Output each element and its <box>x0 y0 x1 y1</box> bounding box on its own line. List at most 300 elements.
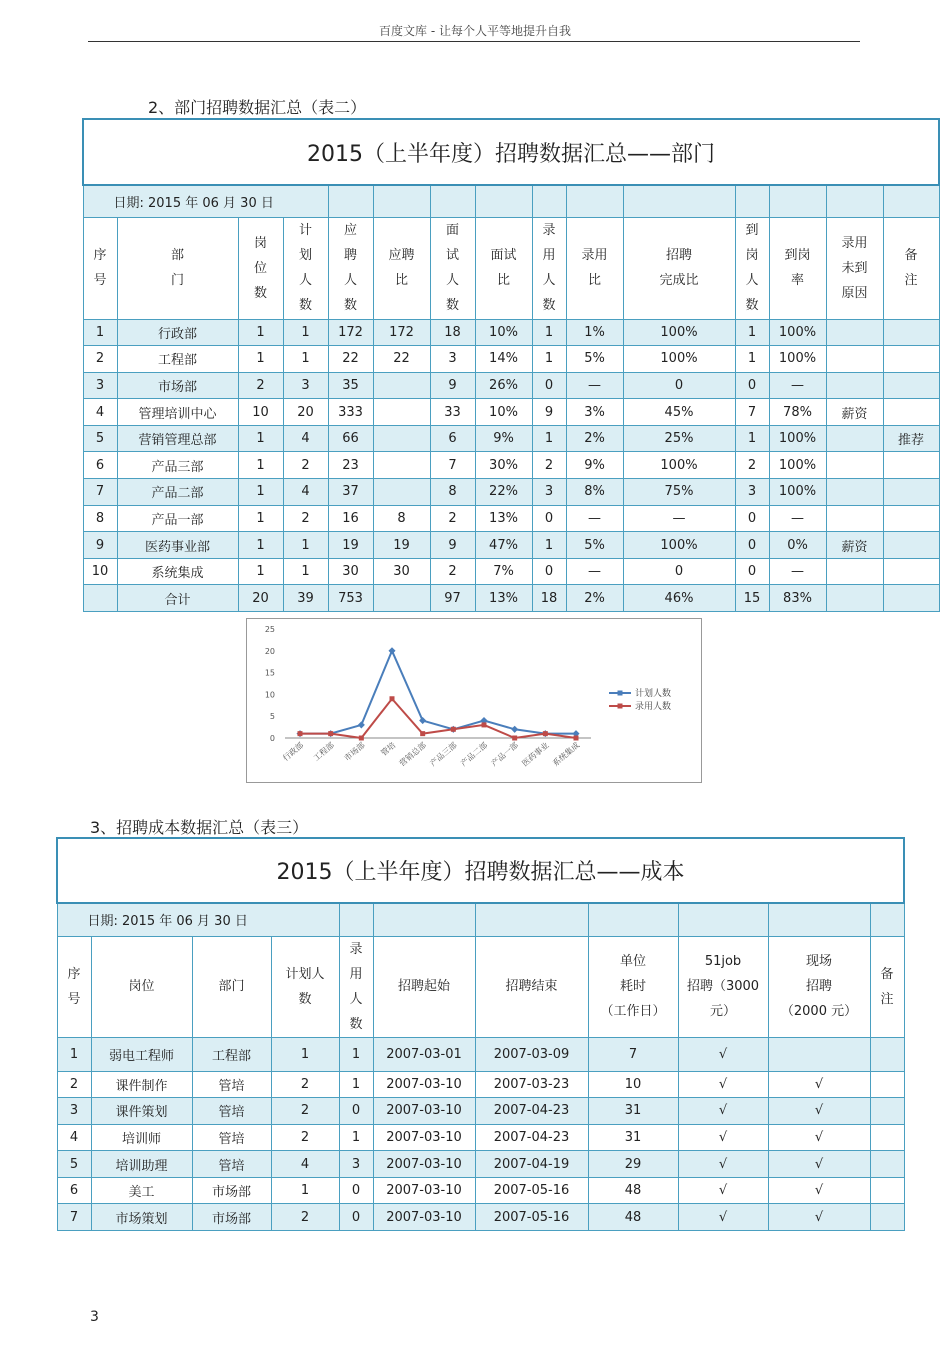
table-cell: 172 <box>328 319 373 346</box>
col-hired: 录 用 人 数 <box>339 936 373 1037</box>
table-cell: 0 <box>735 558 769 585</box>
data-point <box>482 722 487 727</box>
data-point <box>358 721 365 728</box>
data-point <box>512 736 517 741</box>
table3-date: 日期: 2015 年 06 月 30 日 <box>57 903 339 936</box>
table-cell: 营销管理总部 <box>117 425 238 452</box>
col-51job: 51job 招聘（3000 元） <box>678 936 768 1037</box>
table-cell: 3 <box>532 479 566 506</box>
table-cell: — <box>623 505 735 532</box>
table-cell: 100% <box>623 452 735 479</box>
table-cell: 2 <box>238 372 283 399</box>
table-cell <box>373 479 430 506</box>
table-row <box>83 532 939 559</box>
table-cell: √ <box>678 1071 768 1098</box>
table-cell: 1 <box>532 346 566 373</box>
table-cell <box>373 452 430 479</box>
y-tick-label: 20 <box>264 646 275 656</box>
table-cell: 市场部 <box>117 372 238 399</box>
table-cell: 8% <box>566 479 623 506</box>
table-cell: 7 <box>430 452 475 479</box>
data-point <box>298 731 303 736</box>
table-cell <box>883 372 939 399</box>
table-cell: 2% <box>566 585 623 612</box>
table-cell: 行政部 <box>117 319 238 346</box>
y-tick-label: 15 <box>264 668 275 678</box>
table-cell: 22% <box>475 479 532 506</box>
dept-recruitment-table <box>82 118 940 612</box>
col-start: 招聘起始 <box>373 936 475 1037</box>
table-cell: 26% <box>475 372 532 399</box>
table-cell: 100% <box>623 532 735 559</box>
table-cell <box>883 346 939 373</box>
table-cell: 2007-03-10 <box>373 1151 475 1178</box>
col-hired: 录 用 人 数 <box>532 217 566 319</box>
table-cell: 100% <box>769 425 826 452</box>
section2-heading: 2、部门招聘数据汇总（表二） <box>148 98 367 117</box>
x-tick-label: 产品三部 <box>428 740 459 769</box>
table-cell <box>870 1177 904 1204</box>
table-cell: 23 <box>328 452 373 479</box>
table-cell: 1 <box>238 425 283 452</box>
table-row <box>83 479 939 506</box>
table-cell: 0 <box>623 558 735 585</box>
table-cell: 2007-03-10 <box>373 1098 475 1125</box>
col-plan: 计 划 人 数 <box>283 217 328 319</box>
table-cell: 2007-03-10 <box>373 1204 475 1231</box>
table-cell: 1 <box>532 319 566 346</box>
table-row <box>57 1151 904 1178</box>
table-cell: 2 <box>430 558 475 585</box>
x-tick-label: 行政部 <box>281 740 306 763</box>
table-cell <box>826 425 883 452</box>
col-completion: 招聘 完成比 <box>623 217 735 319</box>
table-cell: 9% <box>475 425 532 452</box>
table-cell: 39 <box>283 585 328 612</box>
table-cell: 78% <box>769 399 826 426</box>
table3-title: 2015（上半年度）招聘数据汇总——成本 <box>57 838 904 903</box>
table-cell: 合计 <box>117 585 238 612</box>
table-cell: — <box>769 505 826 532</box>
table-cell: 753 <box>328 585 373 612</box>
table-cell <box>373 399 430 426</box>
table-cell <box>883 532 939 559</box>
table-row <box>57 1204 904 1231</box>
table-cell: 48 <box>588 1204 678 1231</box>
table-cell: 19 <box>328 532 373 559</box>
table-cell <box>83 585 117 612</box>
table-cell: 100% <box>623 319 735 346</box>
table-cell: 2 <box>271 1204 339 1231</box>
table-cell: 3 <box>339 1151 373 1178</box>
table-cell: 18 <box>430 319 475 346</box>
y-tick-label: 10 <box>264 690 275 700</box>
series-line <box>300 651 576 734</box>
table-cell: 100% <box>769 452 826 479</box>
total-row <box>83 585 939 612</box>
legend-label: 计划人数 <box>635 689 672 699</box>
table-cell: 2 <box>271 1098 339 1125</box>
col-arrived: 到 岗 人 数 <box>735 217 769 319</box>
table-cell: √ <box>678 1124 768 1151</box>
table-row <box>57 1177 904 1204</box>
table-cell: 1 <box>735 346 769 373</box>
table-cell: 15 <box>735 585 769 612</box>
table-cell: 美工 <box>91 1177 192 1204</box>
table-cell: 20 <box>283 399 328 426</box>
chart-svg <box>247 619 701 782</box>
table-cell: 2007-05-16 <box>475 1204 588 1231</box>
table-cell: 0 <box>532 505 566 532</box>
table2-date: 日期: 2015 年 06 月 30 日 <box>83 185 328 217</box>
table-cell: 7% <box>475 558 532 585</box>
table-cell: 46% <box>623 585 735 612</box>
table-cell: 1 <box>339 1124 373 1151</box>
table-row <box>83 505 939 532</box>
table-cell: 薪资 <box>826 532 883 559</box>
table-cell: 37 <box>328 479 373 506</box>
table-cell <box>826 346 883 373</box>
table-cell <box>883 558 939 585</box>
table-cell: 4 <box>271 1151 339 1178</box>
table-cell: 10 <box>588 1071 678 1098</box>
table-cell: 1 <box>283 532 328 559</box>
cost-recruitment-table <box>56 837 905 1231</box>
table-cell: 7 <box>588 1037 678 1071</box>
table-cell: 0% <box>769 532 826 559</box>
table-cell: 工程部 <box>117 346 238 373</box>
table-cell: 课件制作 <box>91 1071 192 1098</box>
col-no: 序 号 <box>83 217 117 319</box>
table-cell: 管培 <box>192 1151 271 1178</box>
col-end: 招聘结束 <box>475 936 588 1037</box>
table-cell: 4 <box>283 479 328 506</box>
table-cell: 系统集成 <box>117 558 238 585</box>
table-cell: 1 <box>238 532 283 559</box>
table-cell <box>826 505 883 532</box>
table-cell: 2 <box>532 452 566 479</box>
table-cell: 2007-03-01 <box>373 1037 475 1071</box>
table-cell: 1 <box>238 505 283 532</box>
table-cell: 2 <box>271 1071 339 1098</box>
table-cell <box>883 319 939 346</box>
x-tick-label: 市场部 <box>342 740 367 763</box>
x-tick-label: 工程部 <box>311 740 336 763</box>
table-cell: 0 <box>339 1177 373 1204</box>
table-cell: 4 <box>83 399 117 426</box>
table-cell: 3 <box>283 372 328 399</box>
table-cell: 2 <box>271 1124 339 1151</box>
table-cell: 9 <box>430 372 475 399</box>
table-cell: 8 <box>83 505 117 532</box>
table-cell: 2% <box>566 425 623 452</box>
table-cell: 3 <box>83 372 117 399</box>
table-cell <box>768 1037 870 1071</box>
table-cell: 1 <box>271 1177 339 1204</box>
page-number: 3 <box>90 1309 99 1325</box>
table-cell: 10% <box>475 399 532 426</box>
table-cell: 1 <box>532 532 566 559</box>
table-cell <box>373 425 430 452</box>
table-cell: 333 <box>328 399 373 426</box>
table-cell: √ <box>768 1098 870 1125</box>
table-cell: 5 <box>83 425 117 452</box>
x-tick-label: 医药事业 <box>520 740 551 769</box>
table-cell: 2 <box>283 452 328 479</box>
data-point <box>574 736 579 741</box>
data-point <box>511 726 518 733</box>
table-cell: 100% <box>769 346 826 373</box>
table-cell: 0 <box>735 505 769 532</box>
table-cell: 2007-04-19 <box>475 1151 588 1178</box>
table-cell: 市场部 <box>192 1177 271 1204</box>
table-cell: 2 <box>57 1071 91 1098</box>
table-cell: 6 <box>430 425 475 452</box>
table-cell: 45% <box>623 399 735 426</box>
col-posts: 岗 位 数 <box>238 217 283 319</box>
table-cell: 19 <box>373 532 430 559</box>
table-cell: 0 <box>339 1098 373 1125</box>
table-row <box>57 1098 904 1125</box>
table-cell: 1 <box>283 319 328 346</box>
y-tick-label: 0 <box>269 734 275 743</box>
table-cell: √ <box>768 1204 870 1231</box>
table-cell: 5 <box>57 1151 91 1178</box>
data-point <box>328 731 333 736</box>
table-cell: 1 <box>735 425 769 452</box>
col-applicants: 应 聘 人 数 <box>328 217 373 319</box>
table-cell: 2007-03-09 <box>475 1037 588 1071</box>
table-cell: 13% <box>475 585 532 612</box>
table-cell: 47% <box>475 532 532 559</box>
table-cell: 管理培训中心 <box>117 399 238 426</box>
table-cell: 弱电工程师 <box>91 1037 192 1071</box>
col-onsite: 现场 招聘 （2000 元） <box>768 936 870 1037</box>
table-cell <box>373 372 430 399</box>
table-row <box>83 558 939 585</box>
table-cell: 1 <box>238 479 283 506</box>
table-cell: 7 <box>83 479 117 506</box>
data-point <box>420 731 425 736</box>
col-reason: 录用 未到 原因 <box>826 217 883 319</box>
table-cell: 25% <box>623 425 735 452</box>
col-hire-ratio: 录用 比 <box>566 217 623 319</box>
table-cell: 0 <box>735 372 769 399</box>
col-apply-ratio: 应聘 比 <box>373 217 430 319</box>
col-dept: 部门 <box>192 936 271 1037</box>
legend-label: 录用人数 <box>635 702 672 712</box>
table-cell: 10 <box>83 558 117 585</box>
y-tick-label: 5 <box>269 712 275 722</box>
table-cell: — <box>566 505 623 532</box>
table-row <box>57 1037 904 1071</box>
col-interviewed: 面 试 人 数 <box>430 217 475 319</box>
table-cell <box>870 1071 904 1098</box>
table-row <box>57 1071 904 1098</box>
table-cell: — <box>566 558 623 585</box>
table-cell: 5% <box>566 532 623 559</box>
table-cell: √ <box>678 1037 768 1071</box>
table2-header-row <box>83 217 939 319</box>
table-cell: 培训助理 <box>91 1151 192 1178</box>
table-row <box>83 425 939 452</box>
table-cell: 66 <box>328 425 373 452</box>
x-tick-label: 产品二部 <box>458 740 490 769</box>
table-cell: — <box>769 372 826 399</box>
table-cell <box>826 319 883 346</box>
table-cell: 8 <box>430 479 475 506</box>
table3-header-row <box>57 936 904 1037</box>
table-cell: 2007-03-10 <box>373 1071 475 1098</box>
table-cell: 1 <box>735 319 769 346</box>
table-cell: 4 <box>283 425 328 452</box>
table-cell: 22 <box>373 346 430 373</box>
col-no: 序 号 <box>57 936 91 1037</box>
table-row <box>83 399 939 426</box>
table-cell: √ <box>768 1177 870 1204</box>
table-cell: 4 <box>57 1124 91 1151</box>
col-dept: 部 门 <box>117 217 238 319</box>
table-cell <box>883 479 939 506</box>
table-cell: 29 <box>588 1151 678 1178</box>
table-cell <box>883 585 939 612</box>
table-cell: √ <box>768 1071 870 1098</box>
data-point <box>451 727 456 732</box>
section3-heading: 3、招聘成本数据汇总（表三） <box>90 818 309 837</box>
page-header: 百度文库 - 让每个人平等地提升自我 <box>379 24 571 38</box>
table-cell: 9 <box>430 532 475 559</box>
table-cell: 30 <box>373 558 430 585</box>
table-cell: 医药事业部 <box>117 532 238 559</box>
col-days: 单位 耗时 （工作日） <box>588 936 678 1037</box>
table-cell: 48 <box>588 1177 678 1204</box>
table-cell: √ <box>678 1204 768 1231</box>
table-cell: 100% <box>769 479 826 506</box>
table-cell: 100% <box>623 346 735 373</box>
data-point <box>419 717 426 724</box>
table-cell: 9 <box>532 399 566 426</box>
table-cell: 6 <box>83 452 117 479</box>
table-cell <box>883 452 939 479</box>
table-cell: 31 <box>588 1124 678 1151</box>
table-cell: 薪资 <box>826 399 883 426</box>
table-cell: 2 <box>430 505 475 532</box>
table-row <box>83 346 939 373</box>
table-cell: 1 <box>339 1071 373 1098</box>
table-cell: 100% <box>769 319 826 346</box>
table-cell: 1 <box>57 1037 91 1071</box>
table-cell: 2007-04-23 <box>475 1098 588 1125</box>
x-tick-label: 系统集成 <box>550 740 582 769</box>
table-cell: 5% <box>566 346 623 373</box>
table-cell: 3% <box>566 399 623 426</box>
table-cell: 市场部 <box>192 1204 271 1231</box>
table-cell: 10 <box>238 399 283 426</box>
table-cell: — <box>769 558 826 585</box>
table-cell: 1% <box>566 319 623 346</box>
table-cell: 18 <box>532 585 566 612</box>
table-cell: 工程部 <box>192 1037 271 1071</box>
table-cell: 2007-04-23 <box>475 1124 588 1151</box>
table-cell: 1 <box>238 452 283 479</box>
table-cell <box>870 1124 904 1151</box>
table-cell: 1 <box>238 558 283 585</box>
table-cell <box>883 505 939 532</box>
x-tick-label: 产品一部 <box>489 740 520 769</box>
data-point <box>388 647 395 654</box>
table-cell: 172 <box>373 319 430 346</box>
table-cell: 0 <box>339 1204 373 1231</box>
x-tick-label: 管培 <box>379 740 398 758</box>
table-cell: 培训师 <box>91 1124 192 1151</box>
col-interview-ratio: 面试 比 <box>475 217 532 319</box>
table-cell: 14% <box>475 346 532 373</box>
table-row <box>83 452 939 479</box>
table-cell: √ <box>678 1177 768 1204</box>
table-cell: 产品一部 <box>117 505 238 532</box>
table-cell <box>870 1204 904 1231</box>
table-cell: 管培 <box>192 1071 271 1098</box>
table-cell <box>826 452 883 479</box>
table-cell <box>870 1037 904 1071</box>
table-cell <box>826 585 883 612</box>
col-note: 备 注 <box>883 217 939 319</box>
table-cell: 1 <box>532 425 566 452</box>
table-cell: 1 <box>283 346 328 373</box>
table-cell: 2 <box>283 505 328 532</box>
table-cell: √ <box>678 1151 768 1178</box>
y-tick-label: 25 <box>264 625 275 634</box>
col-note: 备 注 <box>870 936 904 1037</box>
table-cell <box>373 585 430 612</box>
table-cell: 0 <box>623 372 735 399</box>
table-cell: 6 <box>57 1177 91 1204</box>
table-cell: 83% <box>769 585 826 612</box>
table-cell <box>870 1151 904 1178</box>
data-point <box>390 696 395 701</box>
table-cell: 3 <box>57 1098 91 1125</box>
table-cell: 1 <box>271 1037 339 1071</box>
table-cell: 3 <box>735 479 769 506</box>
table-cell: 97 <box>430 585 475 612</box>
table-cell: 2007-05-16 <box>475 1177 588 1204</box>
table-cell: 8 <box>373 505 430 532</box>
table-cell: 2007-03-10 <box>373 1124 475 1151</box>
table-cell: 7 <box>57 1204 91 1231</box>
table-cell: √ <box>678 1098 768 1125</box>
table-row <box>83 319 939 346</box>
table-cell: 产品二部 <box>117 479 238 506</box>
table-cell: 市场策划 <box>91 1204 192 1231</box>
table-cell <box>883 399 939 426</box>
table-cell <box>826 558 883 585</box>
table-cell: 75% <box>623 479 735 506</box>
table-cell: 9 <box>83 532 117 559</box>
table-cell: 7 <box>735 399 769 426</box>
col-post: 岗位 <box>91 936 192 1037</box>
table-cell: 1 <box>238 346 283 373</box>
table-cell: 3 <box>430 346 475 373</box>
data-point <box>359 736 364 741</box>
table-cell: 2007-03-10 <box>373 1177 475 1204</box>
table-cell: 1 <box>238 319 283 346</box>
table-cell: 0 <box>532 372 566 399</box>
table-cell <box>826 479 883 506</box>
table-cell: 0 <box>532 558 566 585</box>
table-cell: 20 <box>238 585 283 612</box>
table-cell: 13% <box>475 505 532 532</box>
data-point <box>543 731 548 736</box>
